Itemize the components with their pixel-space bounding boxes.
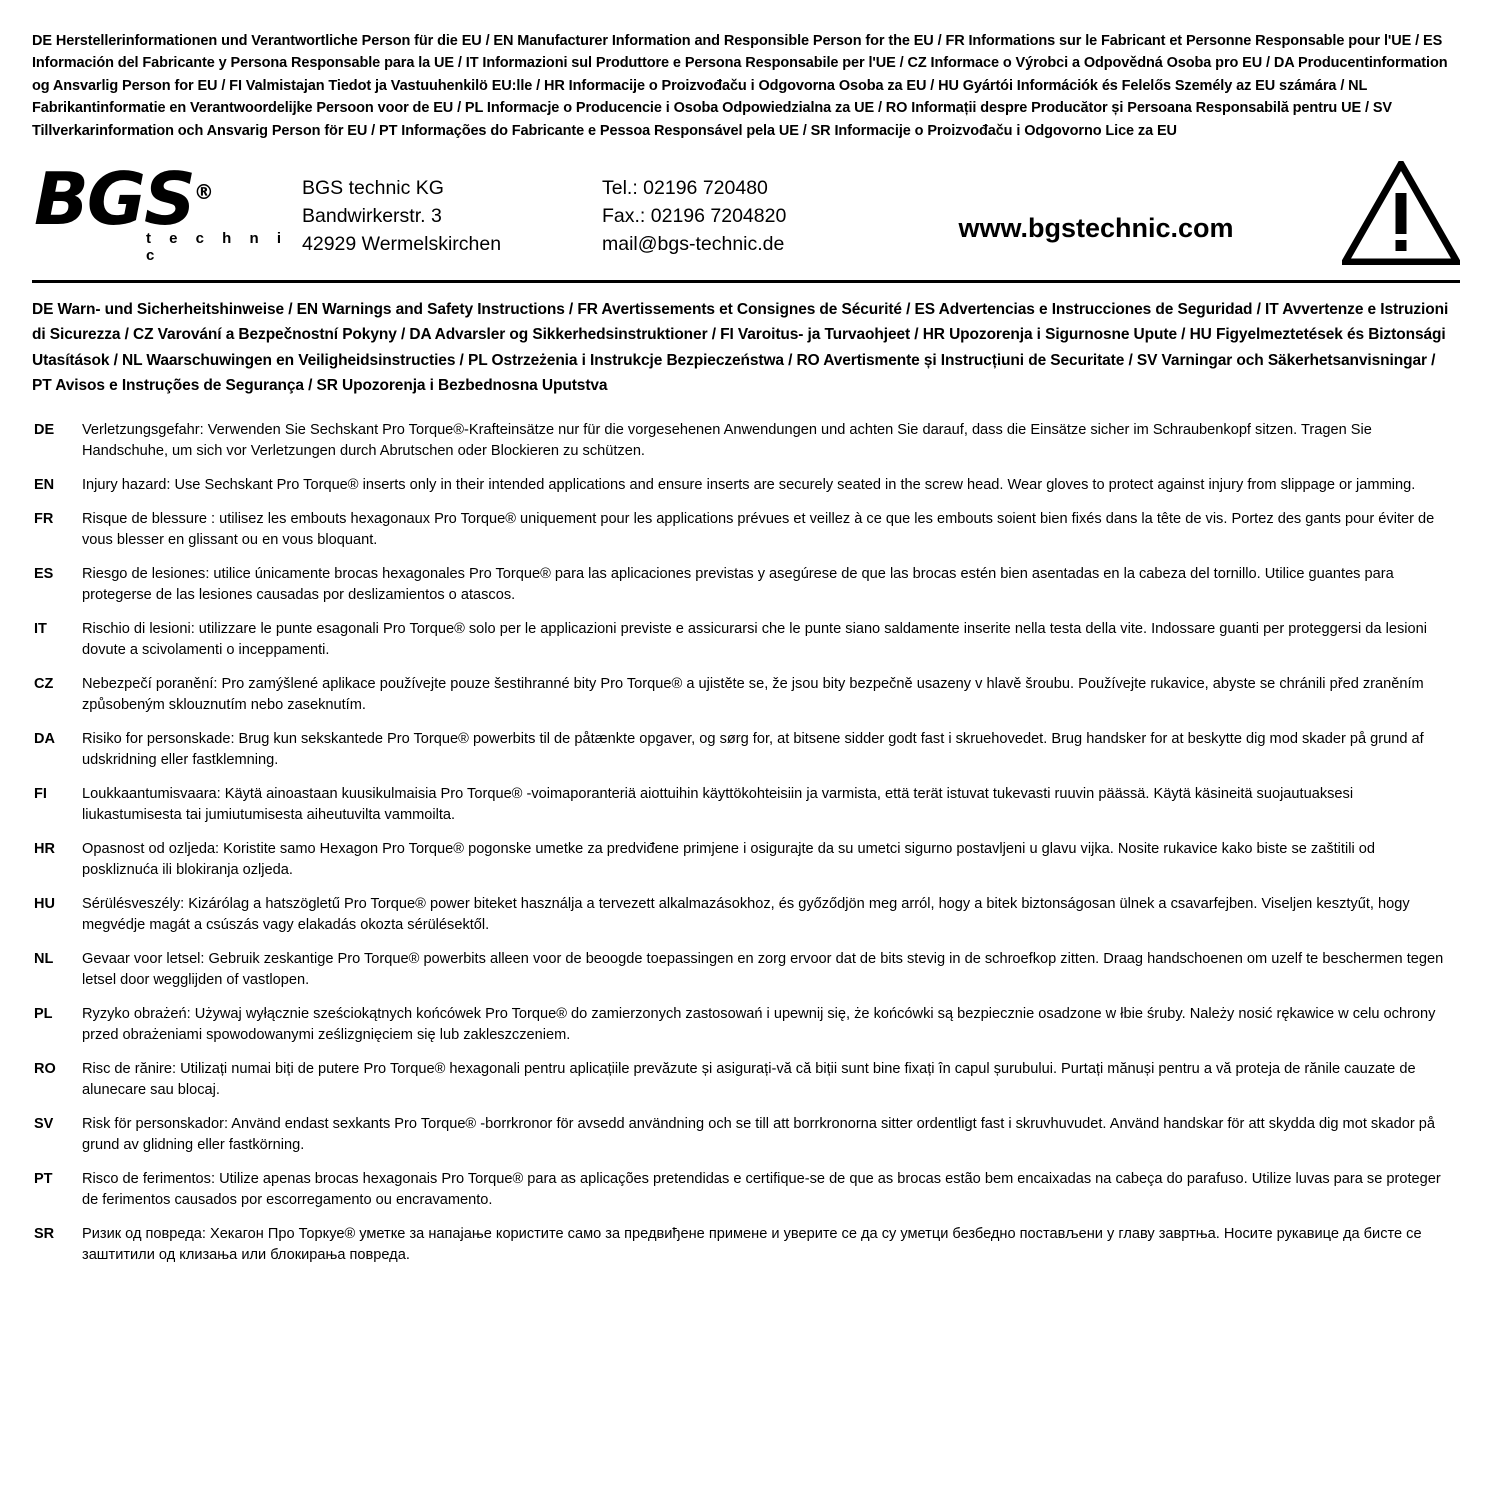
company-telephone: Tel.: 02196 720480	[602, 176, 768, 199]
language-code: SV	[34, 1115, 54, 1132]
language-code: FR	[34, 510, 54, 527]
company-city: 42929 Wermelskirchen	[302, 233, 502, 256]
instruction-text: Ризик од повреда: Хекагон Про Торкуе® уметке за напајање користите само за предвиђене примене и уверите се да су уметци безбедно постављени у главу завртња. Носите рукавице да бисте се заштитили од клизања или блокирања повреда.	[82, 1225, 1422, 1263]
language-code: HU	[34, 895, 55, 912]
language-code: NL	[34, 950, 54, 967]
language-code: SR	[34, 1225, 55, 1242]
instruction-text: Loukkaantumisvaara: Käytä ainoastaan kuusikulmaisia Pro Torque® -voimaporanteriä aiottuihin käyttökohteisiin ja varmista, että terät istuvat tukevasti ruuvin päässä. Käytä käsineitä suojautuaksesi liukastumisesta tai jumiutumisesta aiheutuvilta vammoilta.	[82, 785, 1354, 823]
instruction-text: Risc de rănire: Utilizați numai biți de putere Pro Torque® hexagonali pentru aplicațiile prevăzute și asigurați-vă că biții sunt bine fixați în capul șurubului. Purtați mănuși pentru a vă proteja de rănile cauzate de alunecare sau blocaj.	[82, 1060, 1416, 1098]
language-code: EN	[34, 476, 55, 493]
list-item	[34, 1224, 1454, 1266]
instruction-text: Injury hazard: Use Sechskant Pro Torque® inserts only in their intended applications and ensure inserts are securely seated in the screw head. Wear gloves to protect against injury from slippage or jamming.	[82, 476, 1416, 493]
logo-wordmark-text: BGS	[34, 157, 194, 242]
language-code: PL	[34, 1005, 53, 1022]
language-code: DA	[34, 730, 55, 747]
instruction-text: Risiko for personskade: Brug kun sekskantede Pro Torque® powerbits til de påtænkte opgaver, og sørg for, at bitsene sidder godt fast i skruehovedet. Brug handsker for at beskytte dig mod skader på grund af udskridning eller fastklemning.	[82, 730, 1424, 768]
registered-trademark-icon: ®	[193, 180, 214, 205]
manufacturer-information-header: DE Herstellerinformationen und Verantwortliche Person für die EU / EN Manufacturer Information and Responsible Person for the EU / FR Informations sur le Fabricant et Personne Responsable pour l'UE / ES Información del Fabricante y Persona Responsable para la UE / IT Informazioni sul Produttore e Persona Responsabile per l'UE / CZ Informace o Výrobci a Odpovědná Osoba pro EU / DA Producentinformation og Ansvarlig Person for EU / FI Valmistajan Tiedot ja Vastuuhenkilö EU:lle / HR Informacije o Proizvođaču i Odgovorna Osoba za EU / HU Gyártói Információk és Felelős Személy az EU számára / NL Fabrikantinformatie en Verantwoordelijke Persoon voor de EU / PL Informacje o Producencie i Osoba Odpowiedzialna za UE / RO Informații despre Producător și Persoana Responsabilă pentru UE / SV Tillverkarinformation och Ansvarig Person för EU / PT Informações do Fabricante e Pessoa Responsável pela UE / SR Informacije o Proizvođaču i Odgovorno Lice za EU	[32, 33, 1448, 139]
list-item	[34, 839, 1454, 881]
instruction-text: Gevaar voor letsel: Gebruik zeskantige Pro Torque® powerbits alleen voor de beoogde toepassingen en zorg ervoor dat de bits stevig in de schroefkop zitten. Draag handschoenen om uzelf te beschermen tegen letsel door wegglijden of vastlopen.	[82, 950, 1444, 988]
instruction-text: Opasnost od ozljeda: Koristite samo Hexagon Pro Torque® pogonske umetke za predviđene primjene i osigurajte da su umetci sigurno postavljeni u glavu vijka. Nosite rukavice kako biste se zaštitili od poskliznuća ili blokiranja ozljeda.	[82, 840, 1375, 878]
list-item	[34, 509, 1454, 551]
list-item	[34, 1059, 1454, 1101]
company-contact	[602, 170, 892, 259]
instruction-text: Risk för personskador: Använd endast sexkants Pro Torque® -borrkronor för avsedd användning och se till att borrkronorna sitter ordentligt fast i skruvhuvudet. Använd handskar för att skydda dig mot skador på grund av glidning eller fastkörning.	[82, 1115, 1436, 1153]
company-fax: Fax.: 02196 7204820	[602, 205, 787, 228]
list-item	[34, 475, 1454, 496]
language-code: RO	[34, 1060, 56, 1077]
company-street: Bandwirkerstr. 3	[302, 205, 442, 228]
language-code: DE	[34, 421, 55, 438]
company-name: BGS technic KG	[302, 176, 444, 199]
language-code: CZ	[34, 675, 54, 692]
list-item	[34, 784, 1454, 826]
list-item	[34, 1114, 1454, 1156]
instruction-text: Verletzungsgefahr: Verwenden Sie Sechskant Pro Torque®-Krafteinsätze nur für die vorgesehenen Anwendungen und achten Sie darauf, dass die Einsätze sicher im Schraubenkopf sitzen. Tragen Sie Handschuhe, um sich vor Verletzungen durch Abrutschen oder Blockieren zu schützen.	[82, 421, 1372, 459]
instruction-text: Nebezpečí poranění: Pro zamýšlené aplikace používejte pouze šestihranné bity Pro Torque® a ujistěte se, že jsou bity bezpečně usazeny v hlavě šroubu. Používejte rukavice, abyste se chránili před zraněním způsobeným sklouznutím nebo zaseknutím.	[82, 675, 1424, 713]
instruction-text: Risque de blessure : utilisez les embouts hexagonaux Pro Torque® uniquement pour les applications prévues et veillez à ce que les embouts soient bien fixés dans la tête de vis. Portez des gants pour éviter de vous blesser en glissant ou en vous bloquant.	[82, 510, 1435, 548]
language-code: PT	[34, 1170, 53, 1187]
list-item	[34, 949, 1454, 991]
language-code: FI	[34, 785, 47, 802]
list-item	[34, 1004, 1454, 1046]
instructions-list	[32, 420, 1460, 1266]
list-item	[34, 729, 1454, 771]
list-item	[34, 619, 1454, 661]
company-information-band	[32, 158, 1460, 283]
instruction-text: Sérülésveszély: Kizárólag a hatszögletű Pro Torque® power biteket használja a tervezett alkalmazásokhoz, és győződjön meg arról, hogy a bitek biztonságosan ülnek a csavarfejben. Viseljen kesztyűt, hogy megvédje magát a csúszás vagy elakadás okozta sérülésektől.	[82, 895, 1410, 933]
list-item	[34, 674, 1454, 716]
language-code: ES	[34, 565, 54, 582]
company-website[interactable]: www.bgstechnic.com	[958, 212, 1234, 243]
instruction-text: Ryzyko obrażeń: Używaj wyłącznie sześciokątnych końcówek Pro Torque® do zamierzonych zastosowań i upewnij się, że końcówki są bezpiecznie osadzone w łbie śruby. Należy nosić rękawice w celu ochrony przed obrażeniami spowodowanymi ześlizgnięciem się lub zakleszczeniem.	[82, 1005, 1436, 1043]
warning-triangle-icon	[1340, 161, 1460, 267]
list-item	[34, 1169, 1454, 1211]
safety-section-heading: DE Warn- und Sicherheitshinweise / EN Warnings and Safety Instructions / FR Avertissements et Consignes de Sécurité / ES Advertencias e Instrucciones de Seguridad / IT Avvertenze e Istruzioni di Sicurezza / CZ Varování a Bezpečnostní Pokyny / DA Advarsler og Sikkerhedsinstruktioner / FI Varoitus- ja Turvaohjeet / HR Upozorenja i Sigurnosne Upute / HU Figyelmeztetések és Biztonsági Utasítások / NL Waarschuwingen en Veiligheidsinstructies / PL Ostrzeżenia i Instrukcje Bezpieczeństwa / RO Avertismente și Instrucțiuni de Securitate / SV Varningar och Säkerhetsanvisningar / PT Avisos e Instruções de Segurança / SR Upozorenja i Bezbednosna Uputstva	[32, 301, 1449, 394]
language-code: IT	[34, 620, 47, 637]
logo-wordmark	[34, 157, 214, 242]
list-item	[34, 564, 1454, 606]
instruction-text: Rischio di lesioni: utilizzare le punte esagonali Pro Torque® solo per le applicazioni previste e assicurarsi che le punte siano saldamente inserite nella testa della vite. Indossare guanti per proteggersi da lesioni dovute a scivolamenti o inceppamenti.	[82, 620, 1427, 658]
company-address	[302, 170, 602, 259]
instruction-text: Risco de ferimentos: Utilize apenas brocas hexagonais Pro Torque® para as aplicações pretendidas e certifique-se de que as brocas estão bem encaixadas na cabeça do parafuso. Utilize luvas para se proteger de ferimentos causados por escorregamento ou encravamento.	[82, 1170, 1441, 1208]
bgs-logo	[32, 157, 302, 264]
company-email[interactable]: mail@bgs-technic.de	[602, 233, 785, 256]
logo-subtitle: t e c h n i c	[146, 229, 289, 264]
list-item	[34, 420, 1454, 462]
language-code: HR	[34, 840, 55, 857]
list-item	[34, 894, 1454, 936]
instruction-text: Riesgo de lesiones: utilice únicamente brocas hexagonales Pro Torque® para las aplicaciones previstas y asegúrese de que las brocas estén bien asentadas en la cabeza del tornillo. Utilice guantes para protegerse de las lesiones causadas por deslizamientos o atascos.	[82, 565, 1394, 603]
